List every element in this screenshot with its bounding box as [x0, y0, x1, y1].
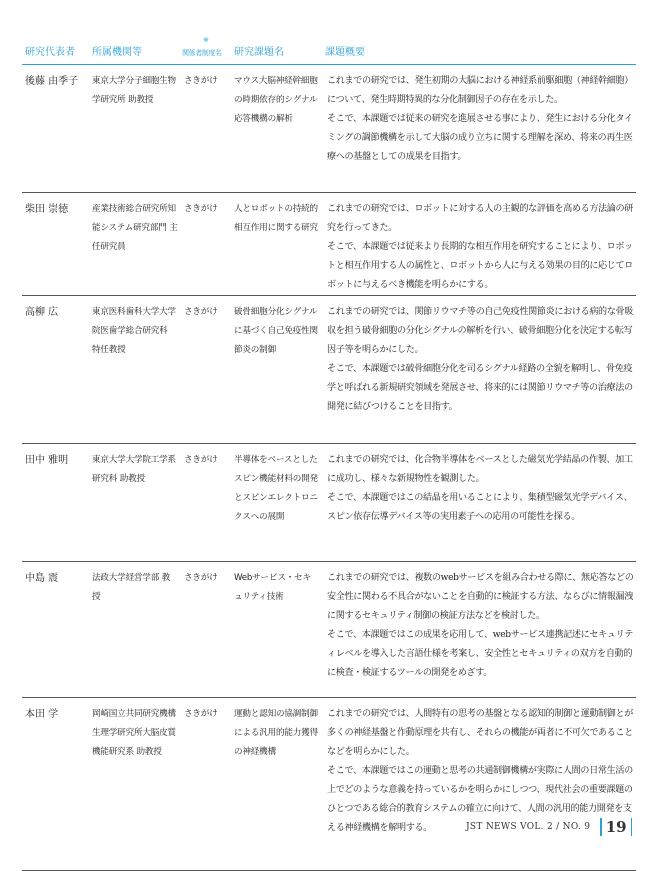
project-table-container — [22, 36, 636, 871]
representative-name: 中島 震 — [22, 562, 89, 698]
institution-cell: 岡崎国立共同研究機構生理学研究所大脳皮質機能研究系 助教授 — [89, 698, 181, 871]
summary-cell: これまでの研究では、ロボットに対する人の主観的な評価を高める方法論の研究を行ってきた。 そこで、本課題では従来より長期的な相互作用を研究することにより、ロボットと相互作用する人の属性と、ロボットから人に与える効果の目的に応じてロボットに与えるべき機能を明らかにする。 — [322, 193, 636, 296]
table-row — [22, 444, 636, 562]
footer-divider — [631, 818, 632, 836]
institution-cell: 法政大学経営学部 教授 — [89, 562, 181, 698]
program-cell: さきがけ — [181, 444, 231, 562]
table-row — [22, 296, 636, 444]
program-cell: さきがけ — [181, 296, 231, 444]
table-row — [22, 65, 636, 193]
page-number: 19 — [605, 818, 627, 836]
representative-name: 後藤 由季子 — [22, 65, 89, 193]
summary-cell: これまでの研究では、発生初期の大脳における神経系前駆細胞（神経幹細胞）について、発生時期特異的な分化制御因子の存在を示した。 そこで、本課題では従来の研究を進展させる事により、発生における分化タイミングの調節機構を示して大脳の成り立ちに関する理解を深め、将来の再生医療への基盤としての成果を目指す。 — [322, 65, 636, 193]
project-title-cell: 人とロボットの持続的相互作用に関する研究 — [231, 193, 322, 296]
project-title-cell: 破骨細胞分化シグナルに基づく自己免疫性関節炎の制御 — [231, 296, 322, 444]
table-row — [22, 562, 636, 698]
program-cell: さきがけ — [181, 698, 231, 871]
representative-name: 高柳 広 — [22, 296, 89, 444]
summary-cell: これまでの研究では、人間特有の思考の基盤となる認知的制御と運動制御とが多くの神経基盤と作動原理を共有し、それらの機能が両者に不可欠であることなどを明らかにした。 そこで、本課題ではこの運動と思考の共通制御機構が実際に人間の日常生活の上でどのような意義を持っているかを明らかにしつつ、現代社会の重要課題のひとつである総合的教育システムの確立に向けて、人間の汎用的能力開発を支える神経機構を解明する。 — [322, 698, 636, 871]
table-header-row — [22, 36, 636, 65]
representative-name: 本田 学 — [22, 698, 89, 871]
project-title-cell: 半導体をベースとしたスピン機能材料の開発とスピンエレクトロニクスへの展開 — [231, 444, 322, 562]
institution-cell: 産業技術総合研究所知能システム研究部門 主任研究員 — [89, 193, 181, 296]
summary-cell: これまでの研究では、複数のwebサービスを組み合わせる際に、無応答などの安全性に関わる不具合がないことを自動的に検証する方法、ならびに情報漏洩に関するセキュリティ制御の検証方法などを検討した。 そこで、本課題ではこの成果を応用して、webサービス連携記述にセキュリティレベルを導入した言語仕様を考案し、安全性とセキュリティの双方を自動的に検査・検証するツールの開発をめざす。 — [322, 562, 636, 698]
institution-cell: 東京大学大学院工学系研究科 助教授 — [89, 444, 181, 562]
table-row — [22, 698, 636, 871]
project-title-cell: マウス大脳神経幹細胞の時期依存的シグナル応答機構の解析 — [231, 65, 322, 193]
header-project-title: 研究課題名 — [231, 36, 322, 65]
summary-cell: これまでの研究では、関節リウマチ等の自己免疫性関節炎における病的な骨吸収を担う破骨細胞の分化シグナルの解析を行い、破骨細胞分化を決定する転写因子等を明らかにした。 そこで、本課題では破骨細胞分化を司るシグナル経路の全貌を解明し、骨免疫学と呼ばれる新規研究領域を発展させ、将来的には関節リウマチ等の治療法の開発に結びつけることを目指す。 — [322, 296, 636, 444]
header-representative: 研究代表者 — [22, 36, 89, 65]
representative-name: 柴田 崇徳 — [22, 193, 89, 296]
magazine-issue: JST NEWS VOL. 2 / NO. 9 — [466, 822, 591, 832]
project-table — [22, 36, 636, 871]
project-title-cell: 運動と認知の協調制御による汎用的能力獲得の神経機構 — [231, 698, 322, 871]
header-institution: 所属機関等 — [89, 36, 181, 65]
representative-name: 田中 雅明 — [22, 444, 89, 562]
program-cell: さきがけ — [181, 193, 231, 296]
footer-divider — [600, 818, 601, 836]
program-cell: さきがけ — [181, 562, 231, 698]
institution-cell: 東京医科歯科大学大学院医歯学総合研究科 特任教授 — [89, 296, 181, 444]
table-row — [22, 193, 636, 296]
header-program-label: 関係者制度名 — [182, 49, 222, 57]
footnote-mark: ※ — [203, 36, 209, 44]
header-summary: 課題概要 — [322, 36, 636, 65]
program-cell: さきがけ — [181, 65, 231, 193]
institution-cell: 東京大学分子細胞生物学研究所 助教授 — [89, 65, 181, 193]
project-title-cell: Webサービス・セキュリティ技術 — [231, 562, 322, 698]
header-program — [181, 36, 231, 65]
summary-cell: これまでの研究では、化合物半導体をベースとした磁気光学結晶の作製、加工に成功し、様々な新規物性を観測した。 そこで、本課題ではこの結晶を用いることにより、集積型磁気光学デバイス、スピン依存伝導デバイス等の実用素子への応用の可能性を探る。 — [322, 444, 636, 562]
page-footer — [466, 818, 636, 836]
